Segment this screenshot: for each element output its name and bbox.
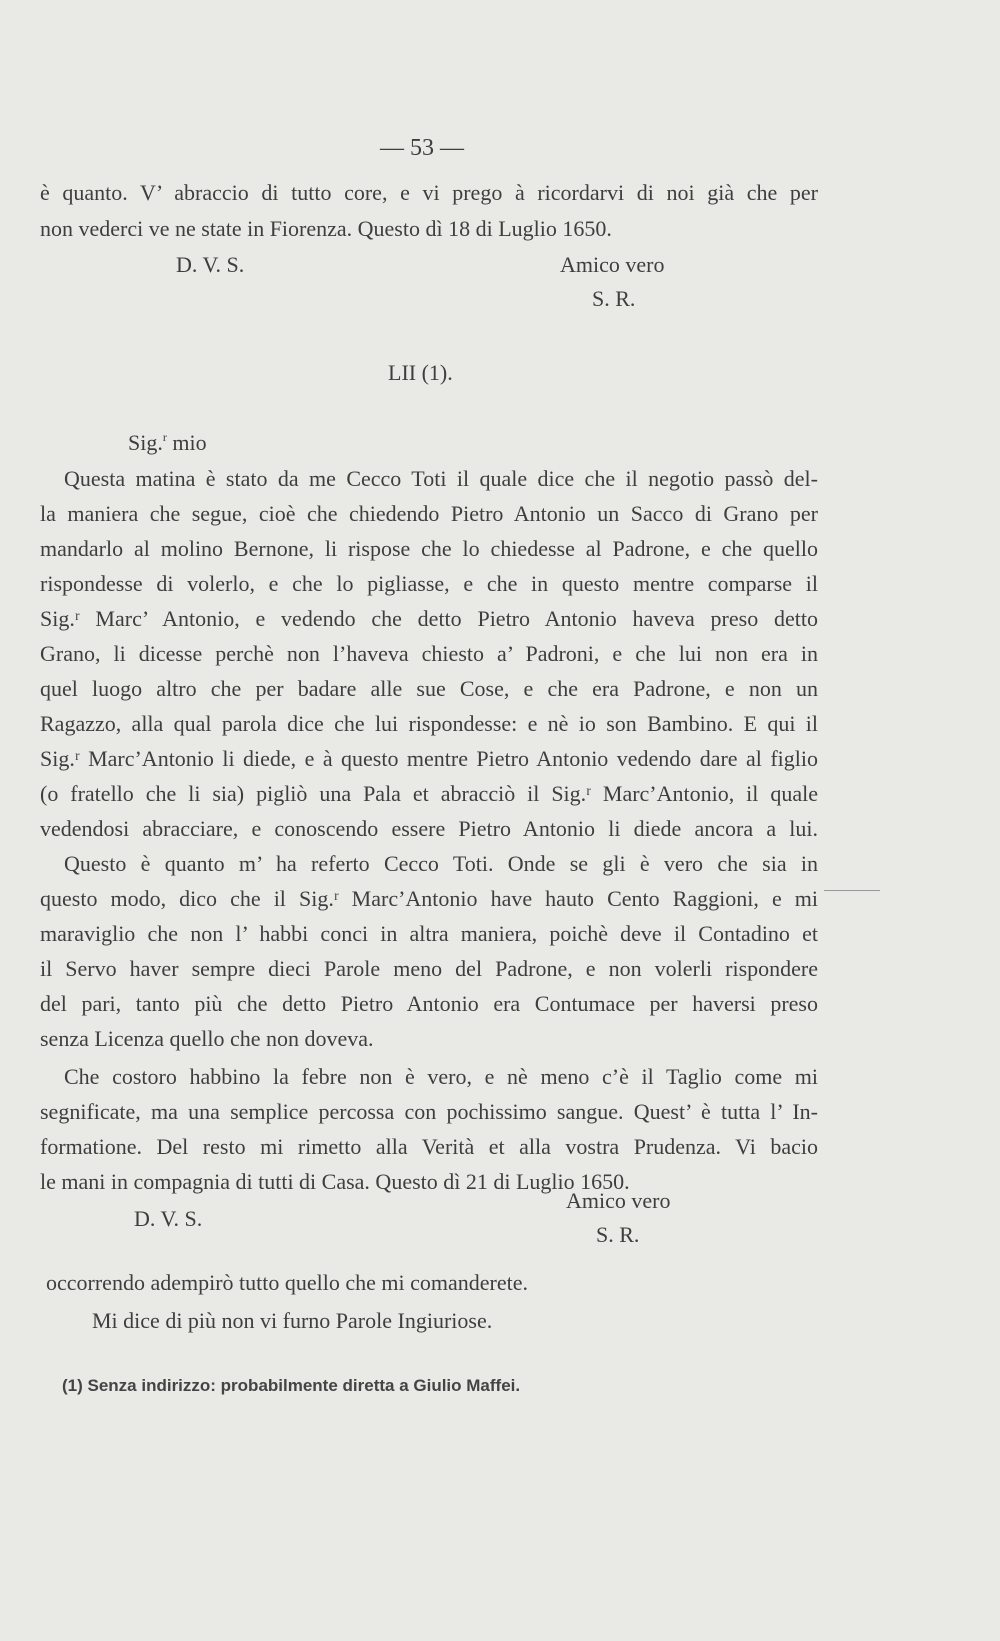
dvs-abbreviation: D. V. S. — [134, 1206, 203, 1231]
signature-initials: S. R. — [596, 1222, 640, 1247]
body-line: non vederci ve ne state in Fiorenza. Questo dì 18 di Luglio 1650. — [40, 216, 612, 241]
salutation-prefix: Sig. — [128, 430, 163, 455]
margin-dash — [824, 890, 880, 891]
body-line: Questa matina è stato da me Cecco Toti il quale dice che il negotio passò del- — [64, 466, 818, 491]
body-line: Che costoro habbino la febre non è vero, e nè meno c’è il Taglio come mi — [64, 1064, 818, 1089]
body-line: Sig.ʳ Marc’Antonio li diede, e à questo mentre Pietro Antonio vedendo dare al figlio — [40, 746, 818, 771]
body-line: formatione. Del resto mi rimetto alla Verità et alla vostra Prudenza. Vi bacio — [40, 1134, 818, 1159]
body-line: Sig.ʳ Marc’ Antonio, e vedendo che detto Pietro Antonio haveva preso detto — [40, 606, 818, 631]
dvs-abbreviation: D. V. S. — [176, 252, 245, 277]
body-line: rispondesse di volerlo, e che lo pigliasse, e che in questo mentre comparse il — [40, 571, 818, 596]
body-line: senza Licenza quello che non doveva. — [40, 1026, 374, 1051]
body-line: quel luogo altro che per badare alle sue Cose, e che era Padrone, e non un — [40, 676, 818, 701]
body-line: Questo è quanto m’ ha referto Cecco Toti. Onde se gli è vero che sia in — [64, 851, 818, 876]
body-line: del pari, tanto più che detto Pietro Antonio era Contumace per haversi preso — [40, 991, 818, 1016]
salutation-superscript: r — [162, 430, 167, 444]
postscript-line: Mi dice di più non vi furno Parole Ingiuriose. — [92, 1308, 493, 1333]
body-line: maraviglio che non l’ habbi conci in altra maniera, poichè deve il Contadino et — [40, 921, 818, 946]
body-line: le mani in compagnia di tutti di Casa. Questo dì 21 di Luglio 1650. — [40, 1169, 630, 1194]
body-line: mandarlo al molino Bernone, li rispose che lo chiedesse al Padrone, e che quello — [40, 536, 818, 561]
body-line: Grano, li dicesse perchè non l’haveva chiesto a’ Padroni, e che lui non era in — [40, 641, 818, 666]
body-line: la maniera che segue, cioè che chiedendo Pietro Antonio un Sacco di Grano per — [40, 501, 818, 526]
footnote: (1) Senza indirizzo: probabilmente diretta a Giulio Maffei. — [62, 1376, 521, 1395]
salutation-suffix: mio — [166, 430, 207, 455]
body-line: questo modo, dico che il Sig.ʳ Marc’Antonio have hauto Cento Raggioni, e mi — [40, 886, 818, 911]
body-line: è quanto. V’ abraccio di tutto core, e vi prego à ricordarvi di noi già che per — [40, 180, 818, 205]
body-line: vedendosi abracciare, e conoscendo essere Pietro Antonio li diede ancora a lui. — [40, 816, 818, 841]
salutation — [128, 432, 207, 454]
body-line: Ragazzo, alla qual parola dice che lui rispondesse: e nè io son Bambino. E qui il — [40, 711, 818, 736]
body-line: il Servo haver sempre dieci Parole meno del Padrone, e non volerli rispondere — [40, 956, 818, 981]
postscript-line: occorrendo adempirò tutto quello che mi comanderete. — [46, 1270, 528, 1295]
signature-initials: S. R. — [592, 286, 636, 311]
body-line: segnificate, ma una semplice percossa con pochissimo sangue. Quest’ è tutta l’ In- — [40, 1099, 818, 1124]
letter-heading: LII (1). — [388, 360, 453, 385]
closing-amico-vero: Amico vero — [566, 1188, 671, 1213]
page-number: — 53 — — [380, 135, 464, 161]
body-line: (o fratello che li sia) pigliò una Pala et abracciò il Sig.ʳ Marc’Antonio, il quale — [40, 781, 818, 806]
closing-amico-vero: Amico vero — [560, 252, 665, 277]
